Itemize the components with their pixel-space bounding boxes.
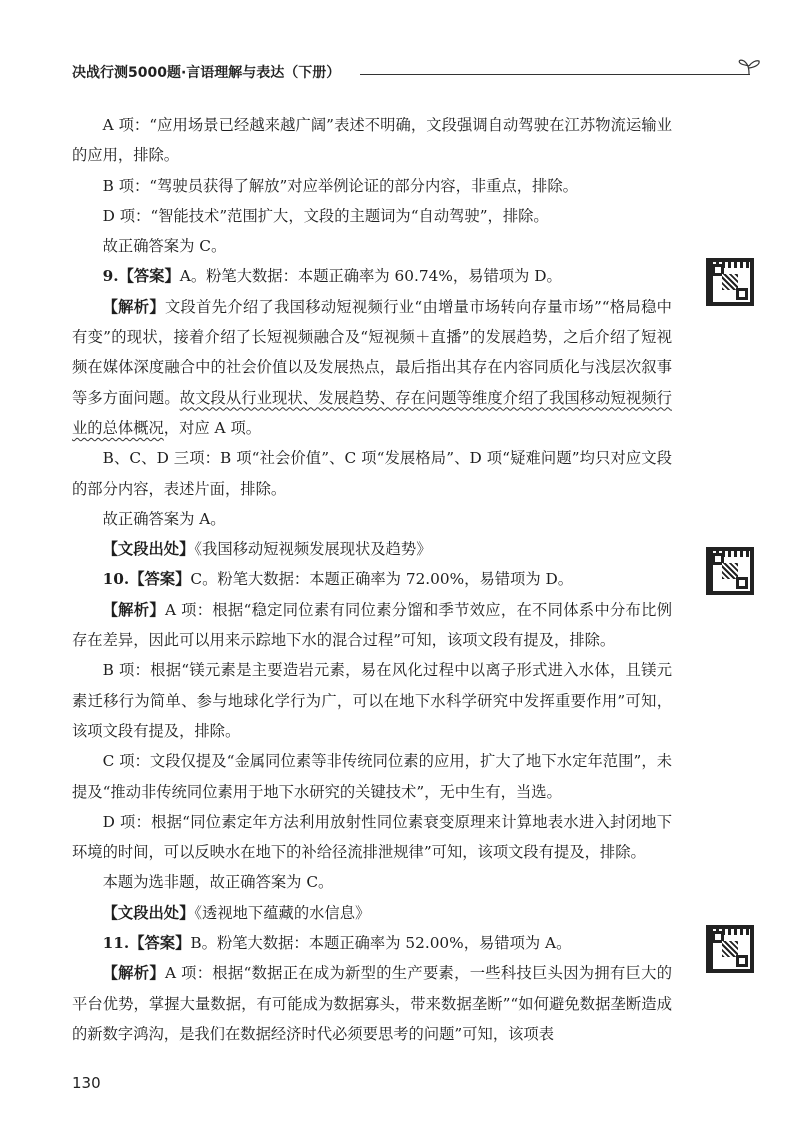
analysis-text: A 项：根据“数据正在成为新型的生产要素，一些科技巨头因为拥有巨大的平台优势，掌握大量数据，有可能成为数据寡头，带来数据垄断”“如何避免数据垄断造成的新数字鸿沟，是我们在数据经济时代必须要思考的问题”可知，该项表: [72, 964, 672, 1043]
qr-code-icon: [706, 925, 754, 973]
answer-label: 11.【答案】: [102, 934, 191, 953]
question-10-option-c: C 项：文段仅提及“金属同位素等非传统同位素的应用，扩大了地下水定年范围”，未提及“推动非传统同位素用于地下水研究的关键技术”，无中生有，当选。: [72, 752, 672, 801]
answer-explanations: [72, 110, 672, 1049]
header-rule: [360, 74, 750, 75]
analysis-label: 【解析】: [102, 964, 165, 983]
answer-label: 10.【答案】: [102, 570, 191, 589]
analysis-text: A 项：根据“稳定同位素有同位素分馏和季节效应，在不同体系中分布比例存在差异，因此可以用来示踪地下水的混合过程”可知，该项文段有提及，排除。: [72, 600, 672, 650]
question-10-analysis: [72, 595, 672, 656]
answer-text: B。粉笔大数据：本题正确率为 52.00%，易错项为 A。: [190, 934, 572, 953]
paragraph-option-b: B 项：“驾驶员获得了解放”对应举例论证的部分内容，非重点，排除。: [102, 176, 578, 195]
analysis-tail: ，对应 A 项。: [163, 418, 262, 437]
question-9-source: [72, 534, 672, 564]
book-title: 决战行测5000题·言语理解与表达（下册）: [72, 65, 341, 81]
running-header: [72, 62, 762, 92]
analysis-label: 【解析】: [102, 600, 165, 619]
source-text: 《我国移动短视频发展现状及趋势》: [194, 540, 432, 559]
qr-code-icon: [706, 547, 754, 595]
question-10-answer: [72, 564, 672, 594]
answer-text: A。粉笔大数据：本题正确率为 60.74%，易错项为 D。: [179, 267, 562, 286]
question-10-final-answer: 本题为选非题，故正确答案为 C。: [102, 873, 334, 892]
paragraph-option-d: D 项：“智能技术”范围扩大，文段的主题词为“自动驾驶”，排除。: [102, 206, 549, 225]
question-9-final-answer: 故正确答案为 A。: [102, 509, 226, 528]
question-11-answer: [72, 928, 672, 958]
source-label: 【文段出处】: [102, 540, 195, 559]
analysis-label: 【解析】: [102, 297, 165, 316]
question-10-source: [72, 898, 672, 928]
paragraph-answer-8: 故正确答案为 C。: [102, 237, 227, 256]
page-number: 130: [72, 1074, 101, 1092]
wavy-underlined-text: 故文段从行业现状、发展趋势、存在问题等维度介绍了我国移动短视频行业的总体概况: [72, 388, 672, 437]
analysis-text: 文段首先介绍了我国移动短视频行业“由增量市场转向存量市场”“格局稳中有变”的现状，接着介绍了长短视频融合及“短视频＋直播”的发展趋势，之后介绍了短视频在媒体深度融合中的社会价值以及发展热点，最后指出其存在内容同质化与浅层次叙事等多方面问题。: [72, 297, 672, 407]
source-label: 【文段出处】: [102, 903, 195, 922]
paragraph-option-a: A 项：“应用场景已经越来越广阔”表述不明确，文段强调自动驾驶在江苏物流运输业的应用，排除。: [72, 116, 672, 165]
question-11-analysis: [72, 958, 672, 1049]
answer-text: C。粉笔大数据：本题正确率为 72.00%，易错项为 D。: [190, 570, 574, 589]
question-9-answer: [72, 261, 672, 291]
question-10-option-b: B 项：根据“镁元素是主要造岩元素，易在风化过程中以离子形式进入水体，且镁元素迁移行为简单、参与地球化学行为广，可以在地下水科学研究中发挥重要作用”可知，该项文段有提及，排除。: [72, 661, 672, 740]
sprout-icon: [736, 52, 762, 78]
question-10-option-d: D 项：根据“同位素定年方法利用放射性同位素衰变原理来计算地表水进入封闭地下环境的时间，可以反映水在地下的补给径流排泄规律”可知，该项文段有提及，排除。: [72, 812, 672, 862]
qr-code-icon: [706, 258, 754, 306]
question-9-analysis: [72, 292, 672, 443]
answer-label: 9.【答案】: [102, 267, 180, 286]
question-9-options-bcd: B、C、D 三项：B 项“社会价值”、C 项“发展格局”、D 项“疑难问题”均只对应文段的部分内容，表述片面，排除。: [72, 449, 672, 498]
source-text: 《透视地下蕴藏的水信息》: [194, 903, 371, 922]
